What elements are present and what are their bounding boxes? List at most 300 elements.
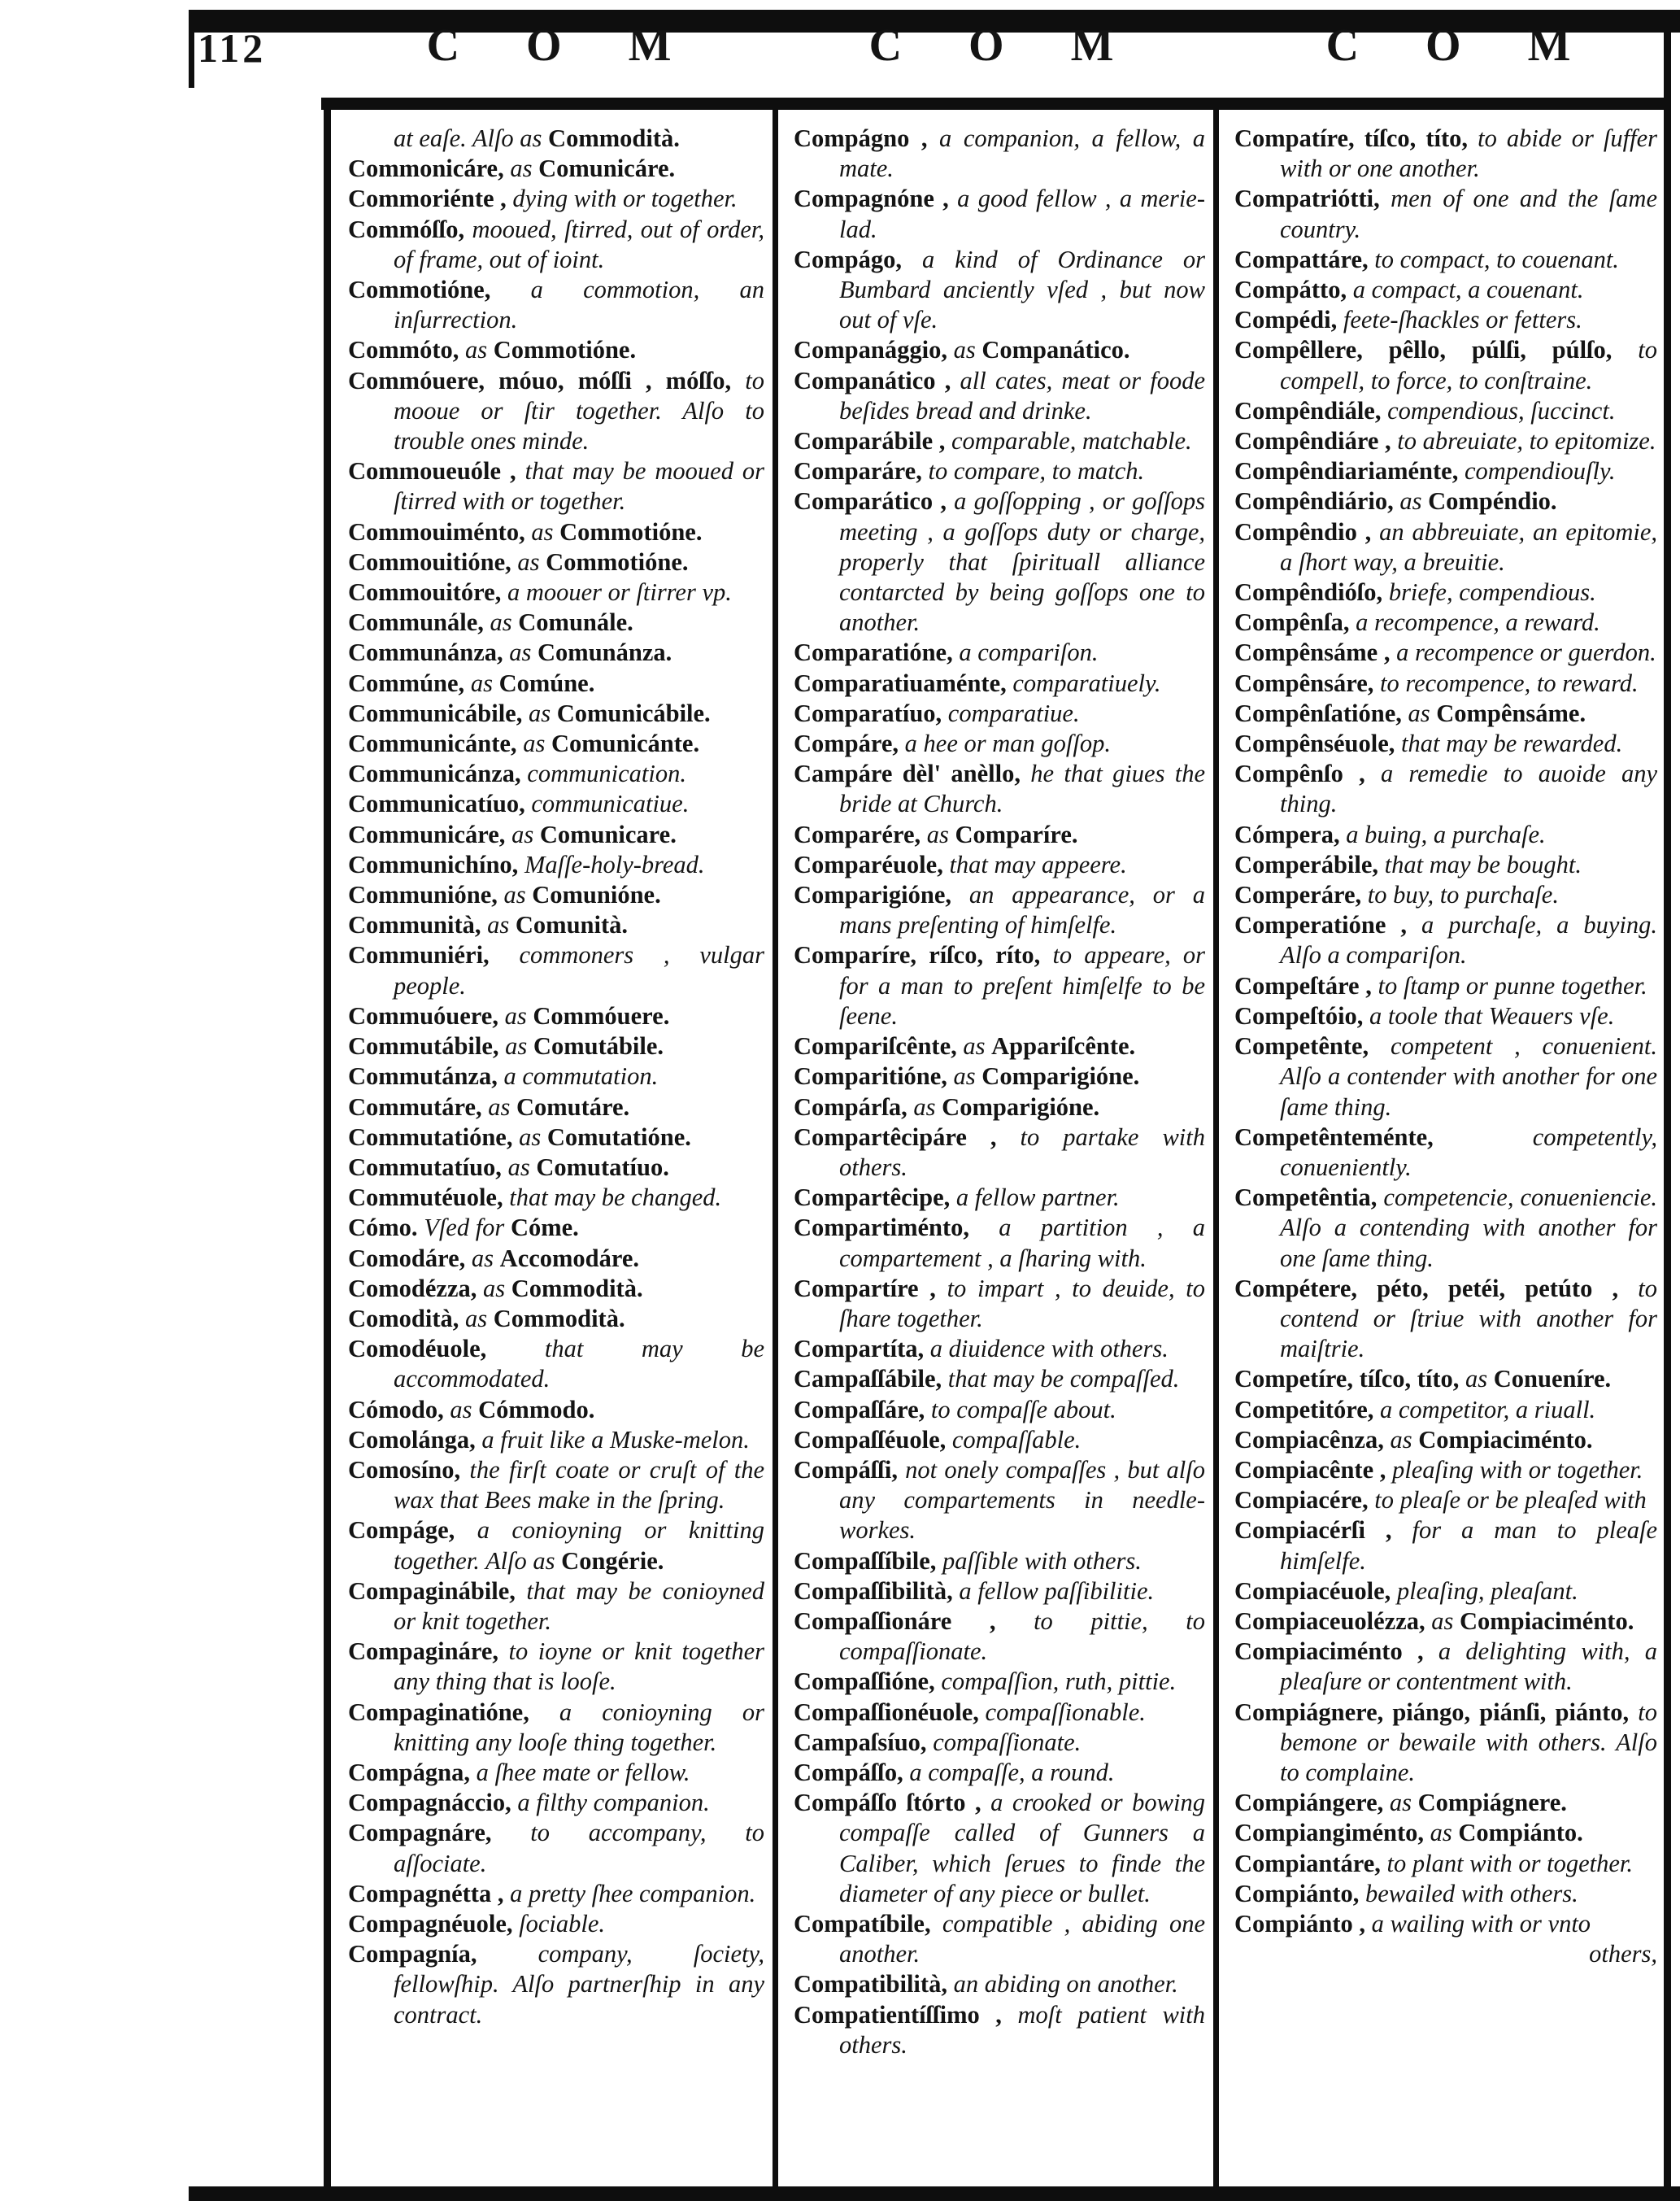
headword-or-reference: Commodità. bbox=[493, 1304, 625, 1332]
dictionary-entry bbox=[794, 1606, 1205, 1667]
gloss-text: compaſſion, ruth, pittie. bbox=[941, 1667, 1177, 1696]
headword-or-reference: Compêndiário, bbox=[1234, 487, 1400, 516]
dictionary-entry bbox=[1234, 275, 1657, 305]
dictionary-entry bbox=[1234, 1364, 1657, 1394]
headword-or-reference: Cómmodo. bbox=[478, 1395, 595, 1423]
headword-or-reference: Comparábile , bbox=[794, 427, 952, 456]
dictionary-entry bbox=[1234, 1818, 1657, 1848]
headword-or-reference: Cómo. bbox=[348, 1214, 424, 1242]
headword-or-reference: Commóuere, móuo, móſſi , móſſo, bbox=[348, 366, 746, 394]
dictionary-entry bbox=[348, 335, 764, 365]
dictionary-entry bbox=[794, 1122, 1205, 1183]
gloss-text: a filthy companion. bbox=[517, 1789, 710, 1817]
gloss-text: an abbreuiate, an epitomie, a ſhort way, a breuitie. bbox=[1280, 517, 1657, 576]
page-border-bottom bbox=[189, 2186, 1680, 2201]
headword-or-reference: Compiangiménto, bbox=[1234, 1819, 1430, 1847]
headword-or-reference: Comparéuole, bbox=[794, 850, 950, 878]
headword-or-reference: Comparíre. bbox=[955, 820, 1078, 848]
gloss-text: a kind of Ordinance or Bumbard anciently vſed , but now out of vſe. bbox=[839, 245, 1205, 334]
headword-or-reference: Commotióne. bbox=[559, 517, 703, 546]
headword-or-reference: Comparigióne. bbox=[981, 1062, 1140, 1091]
gloss-text: a moouer or ſtirrer vp. bbox=[507, 578, 732, 607]
headword-or-reference: Competênteménte, bbox=[1234, 1122, 1533, 1151]
headword-or-reference: Compatíbile, bbox=[794, 1909, 942, 1938]
dictionary-entry bbox=[348, 1515, 764, 1576]
dictionary-entry bbox=[1234, 699, 1657, 729]
dictionary-entry bbox=[1234, 517, 1657, 578]
dictionary-entry bbox=[794, 1183, 1205, 1213]
dictionary-entry bbox=[794, 1698, 1205, 1728]
headword-or-reference: Compagnía, bbox=[348, 1940, 538, 1968]
dictionary-entry bbox=[348, 184, 764, 214]
headword-or-reference: Campaſſábile, bbox=[794, 1365, 948, 1393]
dictionary-entry bbox=[1234, 335, 1657, 395]
gloss-text: as bbox=[1389, 1789, 1418, 1817]
gloss-text: a delighting with, a pleaſure or contentment with. bbox=[1280, 1637, 1657, 1696]
headword-or-reference: Compáſſo ſtórto , bbox=[794, 1789, 991, 1817]
headword-or-reference: Compênsáme. bbox=[1436, 699, 1586, 727]
headword-or-reference: Commoueuóle , bbox=[348, 457, 525, 486]
dictionary-entry bbox=[1234, 1274, 1657, 1365]
gloss-text: to compaſſe about. bbox=[930, 1395, 1116, 1423]
headword-or-reference: Compênſo , bbox=[1234, 760, 1381, 788]
gloss-text: as bbox=[1431, 1606, 1460, 1635]
gloss-text: as bbox=[1390, 1425, 1419, 1454]
running-head-2: C O M bbox=[868, 20, 1142, 71]
headword-or-reference: Comodézza, bbox=[348, 1274, 484, 1302]
headword-or-reference: Comodità, bbox=[348, 1304, 466, 1332]
dictionary-entry bbox=[794, 1031, 1205, 1061]
dictionary-entry bbox=[1234, 850, 1657, 880]
dictionary-entry bbox=[794, 1969, 1205, 1999]
headword-or-reference: Cóme. bbox=[510, 1214, 579, 1242]
headword-or-reference: Compartíre , bbox=[794, 1274, 947, 1302]
gloss-text: paſſible with others. bbox=[942, 1546, 1142, 1575]
headword-or-reference: Comunità. bbox=[515, 911, 629, 939]
headword-or-reference: Compátto, bbox=[1234, 276, 1353, 304]
gloss-text: a compariſon. bbox=[959, 639, 1099, 667]
headword-or-reference: Comparigióne. bbox=[942, 1092, 1100, 1121]
gloss-text: moſt patient with others. bbox=[839, 2000, 1205, 2059]
dictionary-entry bbox=[348, 1092, 764, 1122]
headword-or-reference: Compagnáre, bbox=[348, 1819, 531, 1847]
headword-or-reference: Comunánza. bbox=[538, 639, 672, 667]
headword-or-reference: Comperáre, bbox=[1234, 881, 1368, 909]
headword-or-reference: Comosíno, bbox=[348, 1455, 470, 1484]
dictionary-entry bbox=[794, 759, 1205, 819]
gloss-text: a goſſopping , or goſſops meeting , a goſſops duty or charge, properly that ſpirituall alliance contarcted by being goſſops one to another. bbox=[839, 487, 1205, 637]
headword-or-reference: Commotióne. bbox=[493, 336, 637, 364]
dictionary-entry bbox=[794, 2000, 1205, 2060]
headword-or-reference: Campáre dèl' anèllo, bbox=[794, 760, 1031, 788]
dictionary-entry bbox=[1234, 1698, 1657, 1789]
headword-or-reference: Commóuere. bbox=[533, 1001, 670, 1030]
dictionary-entry bbox=[1234, 456, 1657, 486]
headword-or-reference: Compéndio. bbox=[1428, 487, 1557, 516]
headword-or-reference: Compágno , bbox=[794, 124, 940, 152]
dictionary-entry bbox=[348, 547, 764, 578]
dictionary-entry bbox=[794, 1092, 1205, 1122]
headword-or-reference: Competêntia, bbox=[1234, 1183, 1384, 1212]
headword-or-reference: Compaginatióne, bbox=[348, 1698, 559, 1726]
gloss-text: comparable, matchable. bbox=[951, 427, 1192, 456]
gloss-text: a competitor, a riuall. bbox=[1380, 1395, 1596, 1423]
dictionary-entry bbox=[794, 729, 1205, 759]
headword-or-reference: Communichíno, bbox=[348, 850, 524, 878]
dictionary-entry bbox=[348, 124, 764, 154]
headword-or-reference: Compédi, bbox=[1234, 306, 1343, 334]
gloss-text: to accompany, to aſſociate. bbox=[394, 1819, 764, 1877]
headword-or-reference: Accomodáre. bbox=[499, 1244, 640, 1272]
gloss-text: a conioyning or knitting any looſe thing together. bbox=[394, 1698, 764, 1756]
headword-or-reference: Commouiménto, bbox=[348, 517, 532, 546]
headword-or-reference: Compiacênza, bbox=[1234, 1425, 1391, 1454]
dictionary-entry bbox=[348, 275, 764, 335]
dictionary-entry bbox=[1234, 305, 1657, 335]
headword-or-reference: Campaſsíuo, bbox=[794, 1728, 934, 1756]
headword-or-reference: Compiacérſi , bbox=[1234, 1516, 1412, 1545]
headword-or-reference: Compeſtáre , bbox=[1234, 971, 1378, 1000]
headword-or-reference: Communánza, bbox=[348, 639, 510, 667]
gloss-text: to recompence, to reward. bbox=[1380, 669, 1639, 697]
dictionary-entry bbox=[348, 1425, 764, 1455]
dictionary-entry bbox=[794, 245, 1205, 336]
gloss-text: that may be changed. bbox=[509, 1183, 722, 1212]
headword-or-reference: Compiánto , bbox=[1234, 1909, 1372, 1938]
headword-or-reference: Compatibilità, bbox=[794, 1970, 954, 1999]
headword-or-reference: Compárſa, bbox=[794, 1092, 914, 1121]
dictionary-entry bbox=[1234, 1122, 1657, 1183]
headword-or-reference: Compariſcênte, bbox=[794, 1032, 964, 1061]
headword-or-reference: Competíre, tíſco, títo, bbox=[1234, 1365, 1466, 1393]
gloss-text: as bbox=[963, 1032, 992, 1061]
gloss-text: as bbox=[509, 639, 538, 667]
dictionary-entry bbox=[794, 1213, 1205, 1273]
dictionary-entry bbox=[348, 880, 764, 910]
headword-or-reference: Communicábile, bbox=[348, 699, 529, 727]
gloss-text: competent , conuenient. Alſo a contender with another for one ſame thing. bbox=[1280, 1032, 1657, 1121]
dictionary-entry bbox=[1234, 759, 1657, 819]
dictionary-entry bbox=[794, 184, 1205, 244]
headword-or-reference: Communicatíuo, bbox=[348, 790, 532, 818]
headword-or-reference: Compattáre, bbox=[1234, 245, 1375, 273]
headword-or-reference: Commutánza, bbox=[348, 1062, 504, 1091]
gloss-text: company, ſociety, fellowſhip. Alſo partnerſhip in any contract. bbox=[394, 1940, 764, 2029]
dictionary-entry bbox=[348, 669, 764, 699]
headword-or-reference: Communità, bbox=[348, 911, 488, 939]
headword-or-reference: Compiágnere. bbox=[1417, 1789, 1567, 1817]
gloss-text: as bbox=[1430, 1819, 1459, 1847]
headword-or-reference: Comparíre, ríſco, ríto, bbox=[794, 941, 1053, 970]
gloss-text: as bbox=[470, 669, 499, 697]
dictionary-entry bbox=[348, 1395, 764, 1425]
gloss-text: as bbox=[483, 1274, 511, 1302]
headword-or-reference: Compaginábile, bbox=[348, 1576, 527, 1605]
headword-or-reference: Cómpera, bbox=[1234, 820, 1347, 848]
page-number: 112 bbox=[198, 25, 267, 71]
gloss-text: Maſſe-holy-bread. bbox=[524, 850, 705, 878]
dictionary-entry bbox=[348, 608, 764, 638]
headword-or-reference: Compartêcipáre , bbox=[794, 1122, 1021, 1151]
dictionary-entry bbox=[348, 1788, 764, 1818]
headword-or-reference: Compaſſíbile, bbox=[794, 1546, 943, 1575]
dictionary-entry bbox=[1234, 1455, 1657, 1485]
dictionary-entry bbox=[1234, 910, 1657, 970]
headword-or-reference: Comparatiuaménte, bbox=[794, 669, 1013, 697]
running-head-3: C O M bbox=[1325, 20, 1599, 71]
dictionary-entry bbox=[1234, 608, 1657, 638]
gloss-text: a companion, a fellow, a mate. bbox=[839, 124, 1205, 183]
gloss-text: to compell, to force, to conſtraine. bbox=[1280, 336, 1657, 394]
gloss-text: a recompence, a reward. bbox=[1356, 608, 1600, 637]
headword-or-reference: Commodità. bbox=[548, 124, 680, 152]
gloss-text: to contend or ſtriue with another for maiſtrie. bbox=[1280, 1274, 1657, 1363]
gloss-text: a conioyning or knitting together. Alſo as bbox=[394, 1516, 764, 1575]
gloss-text: as bbox=[519, 1122, 547, 1151]
dictionary-entry bbox=[1234, 729, 1657, 759]
gloss-text: mooued, ſtirred, out of order, of frame, out of ioint. bbox=[394, 215, 764, 273]
headword-or-reference: Compiaciménto. bbox=[1418, 1425, 1593, 1454]
gloss-text: a hee or man goſſop. bbox=[904, 730, 1111, 758]
dictionary-entry bbox=[348, 1455, 764, 1515]
gloss-text: communicatiue. bbox=[531, 790, 690, 818]
headword-or-reference: Comparático , bbox=[794, 487, 955, 516]
dictionary-entry bbox=[1234, 1425, 1657, 1455]
gloss-text: competencie, conueniencie. Alſo a contending with another for one ſame thing. bbox=[1280, 1183, 1657, 1272]
dictionary-entry bbox=[348, 1909, 764, 1939]
dictionary-entry bbox=[1234, 971, 1657, 1001]
dictionary-entry bbox=[348, 1183, 764, 1213]
gloss-text: for a man to pleaſe himſelfe. bbox=[1280, 1516, 1657, 1575]
gloss-text: a fruit like a Muske-melon. bbox=[481, 1425, 750, 1454]
headword-or-reference: Compágo, bbox=[794, 245, 923, 273]
headword-or-reference: Cómodo, bbox=[348, 1395, 450, 1423]
dictionary-entry bbox=[348, 1879, 764, 1909]
gloss-text: a commutation. bbox=[503, 1062, 659, 1091]
headword-or-reference: Compagnétta , bbox=[348, 1879, 511, 1907]
headword-or-reference: Commutábile, bbox=[348, 1032, 506, 1061]
gloss-text: a remedie to auoide any thing. bbox=[1280, 760, 1657, 818]
dictionary-entry bbox=[794, 456, 1205, 486]
dictionary-entry bbox=[794, 638, 1205, 668]
gloss-text: as bbox=[504, 1001, 533, 1030]
dictionary-entry bbox=[794, 486, 1205, 638]
gloss-text: as bbox=[505, 1032, 533, 1061]
dictionary-entry bbox=[1234, 1001, 1657, 1031]
gloss-text: to abide or ſuffer with or one another. bbox=[1280, 124, 1657, 183]
headword-or-reference: Compiánto. bbox=[1458, 1819, 1583, 1847]
gloss-text: to abreuiate, to epitomize. bbox=[1397, 427, 1656, 456]
gloss-text: as bbox=[488, 1092, 516, 1121]
dictionary-entry bbox=[1234, 1849, 1657, 1879]
headword-or-reference: Commodità. bbox=[511, 1274, 643, 1302]
dictionary-entry bbox=[348, 759, 764, 789]
dictionary-entry bbox=[1234, 124, 1657, 184]
headword-or-reference: Commúne, bbox=[348, 669, 471, 697]
headword-or-reference: Companático. bbox=[981, 336, 1130, 364]
headword-or-reference: Comutatíuo. bbox=[536, 1153, 669, 1181]
headword-or-reference: Compagnéuole, bbox=[348, 1909, 520, 1938]
headword-or-reference: Commuóuere, bbox=[348, 1001, 505, 1030]
headword-or-reference: Compiacênte , bbox=[1234, 1455, 1392, 1484]
headword-or-reference: Comparatióne, bbox=[794, 639, 960, 667]
headword-or-reference: Comunicare. bbox=[539, 820, 677, 848]
catchword: others, bbox=[1589, 1940, 1657, 1968]
headword-or-reference: Compiacéuole, bbox=[1234, 1576, 1397, 1605]
dictionary-entry bbox=[348, 1122, 764, 1153]
dictionary-entry bbox=[794, 880, 1205, 940]
header-rule bbox=[321, 98, 1664, 110]
gloss-text: as bbox=[507, 1153, 537, 1181]
gloss-text: as bbox=[450, 1395, 479, 1423]
headword-or-reference: Communicánza, bbox=[348, 760, 528, 788]
gloss-text: to pleaſe or be pleaſed with bbox=[1374, 1486, 1647, 1515]
gloss-text: a good fellow , a merie-lad. bbox=[839, 185, 1205, 243]
dictionary-entry bbox=[794, 1364, 1205, 1394]
headword-or-reference: Congérie. bbox=[561, 1546, 664, 1575]
gloss-text: pleaſing, pleaſant. bbox=[1396, 1576, 1578, 1605]
gloss-text: to plant with or together. bbox=[1386, 1849, 1633, 1877]
headword-or-reference: Commutatióne, bbox=[348, 1122, 520, 1151]
dictionary-entry bbox=[1234, 396, 1657, 426]
gloss-text: as bbox=[510, 155, 539, 183]
column-rule-1 bbox=[773, 110, 778, 2186]
dictionary-entry bbox=[1234, 820, 1657, 850]
dictionary-entry bbox=[794, 1061, 1205, 1092]
gloss-text: a fellow partner. bbox=[955, 1183, 1120, 1212]
gloss-text: as bbox=[471, 1244, 500, 1272]
dictionary-entry bbox=[1234, 486, 1657, 517]
headword-or-reference: Compêndióſo, bbox=[1234, 578, 1389, 607]
dictionary-entry bbox=[348, 638, 764, 668]
gloss-text: compatible , abiding one another. bbox=[839, 1909, 1205, 1968]
headword-or-reference: Compaſſionéuole, bbox=[794, 1698, 986, 1726]
gloss-text: a compaſſe, a round. bbox=[909, 1758, 1115, 1786]
dictionary-entry bbox=[348, 1758, 764, 1788]
dictionary-entry bbox=[794, 1546, 1205, 1576]
dictionary-entry bbox=[794, 1788, 1205, 1909]
headword-or-reference: Competênte, bbox=[1234, 1032, 1391, 1061]
dictionary-entry bbox=[1234, 1183, 1657, 1274]
headword-or-reference: Communále, bbox=[348, 608, 490, 637]
gloss-text: as bbox=[953, 1062, 982, 1091]
headword-or-reference: Comunióne. bbox=[532, 881, 661, 909]
headword-or-reference: Comunicáre. bbox=[538, 155, 676, 183]
headword-or-reference: Compênséuole, bbox=[1234, 730, 1402, 758]
dictionary-entry bbox=[794, 124, 1205, 184]
dictionary-entry bbox=[794, 699, 1205, 729]
dictionary-entry bbox=[348, 578, 764, 608]
page-border-right bbox=[1664, 10, 1671, 2201]
headword-or-reference: Compiaciménto. bbox=[1460, 1606, 1634, 1635]
gloss-text: as bbox=[511, 820, 540, 848]
dictionary-entry bbox=[794, 1909, 1205, 1969]
dictionary-entry bbox=[348, 1244, 764, 1274]
gloss-text: briefe, compendious. bbox=[1388, 578, 1596, 607]
gloss-text: that may be bought. bbox=[1384, 850, 1582, 878]
headword-or-reference: Compatientíſſimo , bbox=[794, 2000, 1018, 2029]
headword-or-reference: Compartíta, bbox=[794, 1335, 930, 1363]
dictionary-entry bbox=[348, 789, 764, 819]
gloss-text: a commotion, an inſurrection. bbox=[394, 276, 764, 334]
dictionary-entry bbox=[1234, 245, 1657, 275]
gloss-text: to partake with others. bbox=[839, 1122, 1205, 1181]
gloss-text: ſociable. bbox=[519, 1909, 605, 1938]
gloss-text: that may be compaſſed. bbox=[947, 1365, 1180, 1393]
dictionary-entry bbox=[348, 1637, 764, 1697]
dictionary-entry bbox=[1234, 426, 1657, 456]
dictionary-entry bbox=[348, 517, 764, 547]
dictionary-entry bbox=[348, 1213, 764, 1243]
headword-or-reference: Commoriénte , bbox=[348, 185, 513, 213]
headword-or-reference: Compartiménto, bbox=[794, 1214, 999, 1242]
gloss-text: a compact, a couenant. bbox=[1352, 276, 1584, 304]
headword-or-reference: Comperábile, bbox=[1234, 850, 1385, 878]
headword-or-reference: Commonicáre, bbox=[348, 155, 511, 183]
dictionary-entry bbox=[1234, 669, 1657, 699]
dictionary-entry bbox=[794, 426, 1205, 456]
dictionary-entry bbox=[348, 940, 764, 1000]
dictionary-entry bbox=[1234, 1879, 1657, 1909]
dictionary-entry bbox=[794, 1576, 1205, 1606]
dictionary-entry bbox=[1234, 1637, 1657, 1697]
gloss-text: as bbox=[487, 911, 516, 939]
dictionary-entry bbox=[794, 669, 1205, 699]
gloss-text: as bbox=[1408, 699, 1437, 727]
headword-or-reference: Comperatióne , bbox=[1234, 911, 1421, 939]
dictionary-entry bbox=[348, 366, 764, 457]
dictionary-entry bbox=[794, 335, 1205, 365]
gloss-text: a ſhee mate or fellow. bbox=[476, 1758, 690, 1786]
dictionary-entry bbox=[348, 456, 764, 517]
headword-or-reference: Compatíre, tíſco, títo, bbox=[1234, 124, 1478, 152]
dictionary-entry bbox=[348, 699, 764, 729]
gloss-text: as bbox=[953, 336, 982, 364]
headword-or-reference: Compagináre, bbox=[348, 1637, 509, 1666]
headword-or-reference: Compagnóne , bbox=[794, 185, 958, 213]
headword-or-reference: Compatriótti, bbox=[1234, 185, 1391, 213]
dictionary-entry bbox=[348, 850, 764, 880]
headword-or-reference: Communicánte, bbox=[348, 730, 524, 758]
gloss-text: that may be accommodated. bbox=[394, 1335, 764, 1393]
dictionary-entry bbox=[348, 1031, 764, 1061]
dictionary-entry bbox=[794, 1395, 1205, 1425]
gloss-text: as bbox=[1399, 487, 1429, 516]
headword-or-reference: Commóſſo, bbox=[348, 215, 472, 243]
gloss-text: communication. bbox=[527, 760, 686, 788]
gloss-text: as bbox=[926, 820, 955, 848]
gloss-text: that may be mooued or ſtirred with or together. bbox=[394, 457, 764, 516]
headword-or-reference: Compágna, bbox=[348, 1758, 477, 1786]
headword-or-reference: Comparáre, bbox=[794, 457, 929, 486]
gloss-text: not onely compaſſes , but alſo any compartements in needle-workes. bbox=[839, 1455, 1205, 1545]
dictionary-entry bbox=[1234, 1788, 1657, 1818]
dictionary-entry bbox=[348, 215, 764, 275]
gloss-text: at eaſe. Alſo as bbox=[394, 124, 549, 152]
gloss-text: a pretty ſhee companion. bbox=[510, 1879, 756, 1907]
headword-or-reference: Comunicábile. bbox=[556, 699, 711, 727]
headword-or-reference: Communicáre, bbox=[348, 820, 512, 848]
gloss-text: as bbox=[503, 881, 533, 909]
headword-or-reference: Compêllere, pêllo, púlſi, púlſo, bbox=[1234, 336, 1639, 364]
gloss-text: to ſtamp or punne together. bbox=[1378, 971, 1647, 1000]
gloss-text: the firſt coate or cruſt of the wax that Bees make in the ſpring. bbox=[394, 1455, 764, 1515]
headword-or-reference: Comparatíuo, bbox=[794, 699, 948, 727]
gloss-text: comparatiue. bbox=[947, 699, 1080, 727]
headword-or-reference: Compagnáccio, bbox=[348, 1789, 518, 1817]
headword-or-reference: Appariſcênte. bbox=[991, 1032, 1136, 1061]
gloss-text: as bbox=[490, 608, 519, 637]
